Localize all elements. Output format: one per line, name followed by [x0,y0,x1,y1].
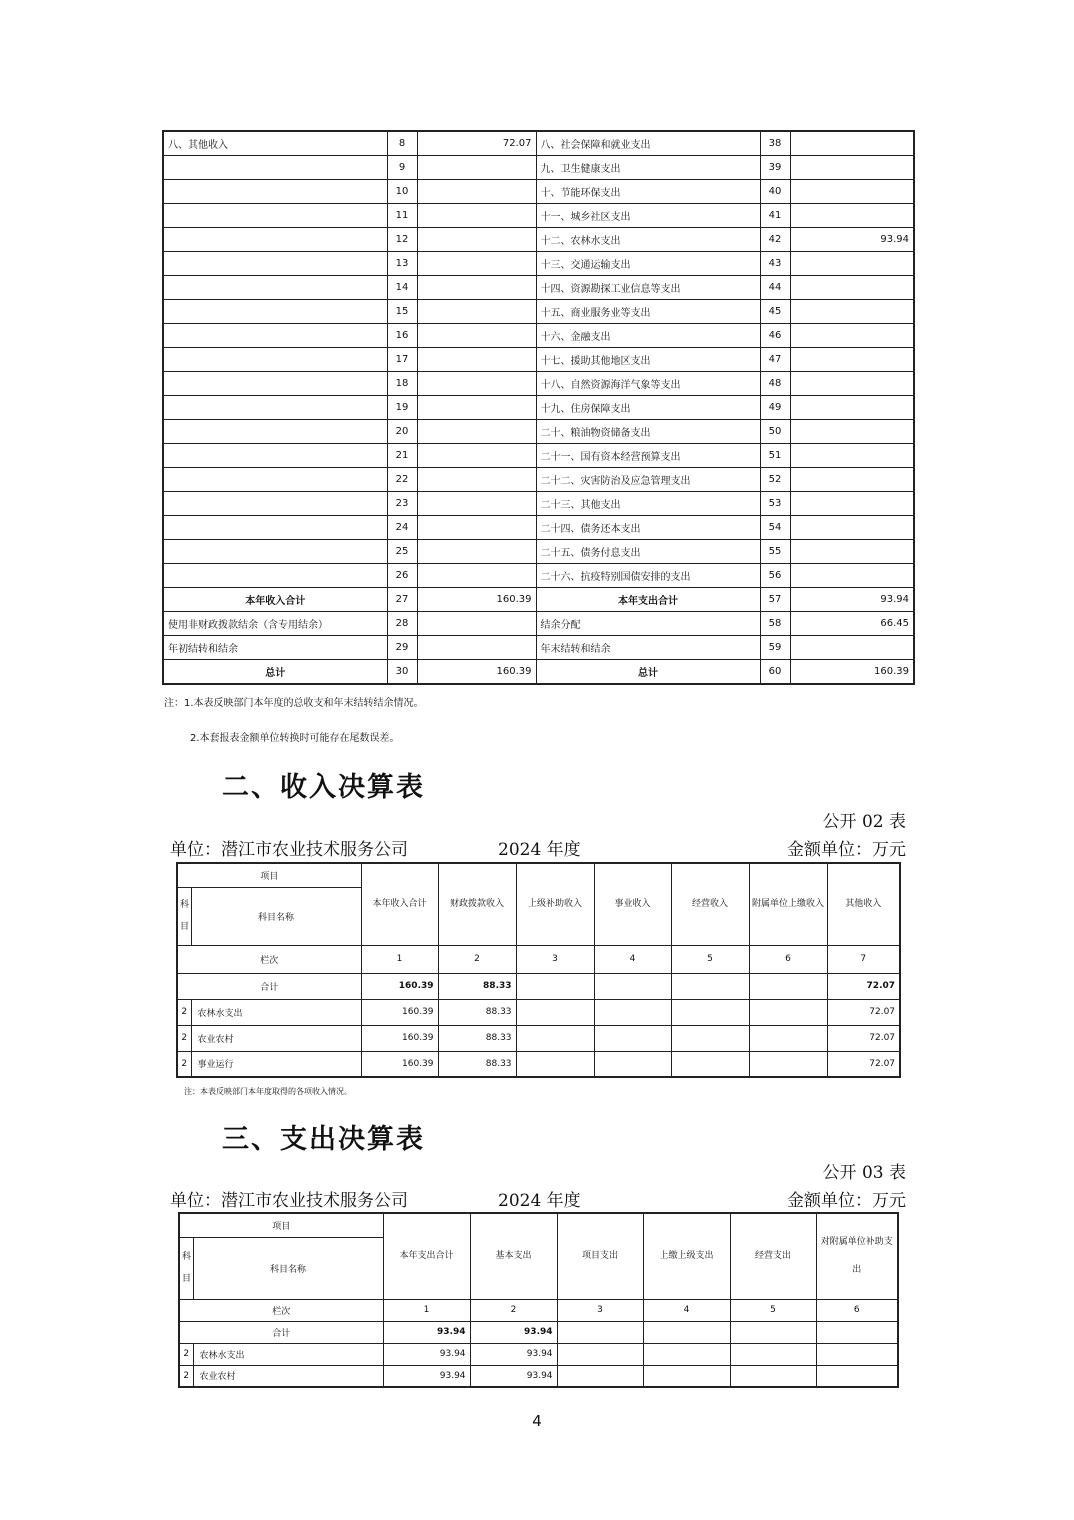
expense-value-cell: 93.94 [470,1343,557,1365]
income-colidx: 2 [438,945,516,973]
left-amount-cell: 160.39 [417,660,536,685]
income-col-header: 事业收入 [594,863,671,945]
right-no-cell: 55 [760,540,790,564]
summary-row [163,564,914,588]
expense-currency: 金额单位：万元 [787,1191,906,1211]
expense-colidx: 4 [643,1299,730,1321]
expense-value-cell [557,1343,643,1365]
right-label-cell: 九、卫生健康支出 [536,156,760,180]
page-number: 4 [532,1412,542,1430]
expense-colidx: 3 [557,1299,643,1321]
left-amount-cell [417,180,536,204]
left-amount-cell [417,396,536,420]
left-label-cell [163,180,387,204]
left-label-cell [163,444,387,468]
summary-row [163,348,914,372]
expense-hdr-name: 科目名称 [193,1237,383,1299]
income-code-cell: 2 [177,999,191,1025]
income-code-cell: 2 [177,1025,191,1051]
right-label-cell: 结余分配 [536,612,760,636]
right-no-cell: 54 [760,516,790,540]
right-amount-cell [790,396,914,420]
left-label-cell: 总计 [163,660,387,685]
summary-row [163,540,914,564]
right-label-cell: 二十一、国有资本经营预算支出 [536,444,760,468]
left-amount-cell [417,276,536,300]
income-total-cell [594,973,671,999]
right-amount-cell [790,468,914,492]
expense-unit: 单位：潜江市农业技术服务公司 [170,1191,408,1211]
expense-value-cell [643,1365,730,1387]
expense-form-no: 公开 03 表 [822,1163,906,1183]
right-label-cell: 十六、金融支出 [536,324,760,348]
income-unit: 单位：潜江市农业技术服务公司 [170,840,408,860]
left-no-cell: 11 [387,204,417,228]
expense-total-cell [643,1321,730,1343]
left-no-cell: 8 [387,131,417,156]
income-value-cell [516,1051,594,1077]
expense-row [179,1343,898,1365]
income-colidx-label: 栏次 [177,945,361,973]
right-no-cell: 48 [760,372,790,396]
left-no-cell: 30 [387,660,417,685]
right-label-cell: 十五、商业服务业等支出 [536,300,760,324]
left-label-cell [163,276,387,300]
expense-table [178,1212,899,1388]
right-amount-cell: 160.39 [790,660,914,685]
income-value-cell: 88.33 [438,999,516,1025]
summary-table [162,130,915,685]
right-no-cell: 53 [760,492,790,516]
income-row [177,1051,900,1077]
left-amount-cell [417,444,536,468]
right-no-cell: 38 [760,131,790,156]
expense-colidx: 1 [383,1299,470,1321]
right-label-cell: 十、节能环保支出 [536,180,760,204]
income-value-cell [671,1051,749,1077]
expense-total-cell [557,1321,643,1343]
income-value-cell: 72.07 [827,1025,900,1051]
right-amount-cell [790,252,914,276]
left-no-cell: 14 [387,276,417,300]
expense-value-cell: 93.94 [383,1365,470,1387]
right-label-cell: 十七、援助其他地区支出 [536,348,760,372]
income-name-cell: 事业运行 [191,1051,361,1077]
expense-value-cell [557,1365,643,1387]
right-label-cell: 二十四、债务还本支出 [536,516,760,540]
right-amount-cell [790,131,914,156]
income-value-cell [671,1025,749,1051]
expense-hdr-code: 科目 [179,1237,193,1299]
expense-total-cell: 93.94 [383,1321,470,1343]
income-value-cell [671,999,749,1025]
right-amount-cell [790,300,914,324]
left-label-cell [163,228,387,252]
expense-total-cell [816,1321,898,1343]
income-table [176,862,901,1078]
right-no-cell: 50 [760,420,790,444]
left-amount-cell [417,252,536,276]
summary-row [163,372,914,396]
left-no-cell: 19 [387,396,417,420]
income-total-cell: 160.39 [361,973,438,999]
right-amount-cell [790,348,914,372]
left-amount-cell [417,204,536,228]
expense-col-header: 基本支出 [470,1213,557,1299]
income-form-no: 公开 02 表 [822,812,906,832]
right-amount-cell: 93.94 [790,588,914,612]
expense-hdr-project: 项目 [179,1213,383,1237]
income-note: 注：本表反映部门本年度取得的各项收入情况。 [184,1087,352,1096]
income-colidx: 6 [749,945,827,973]
right-no-cell: 43 [760,252,790,276]
left-no-cell: 27 [387,588,417,612]
income-value-cell [749,1051,827,1077]
right-label-cell: 二十二、灾害防治及应急管理支出 [536,468,760,492]
left-no-cell: 23 [387,492,417,516]
right-no-cell: 47 [760,348,790,372]
right-no-cell: 60 [760,660,790,685]
right-amount-cell [790,636,914,660]
expense-total-label: 合计 [179,1321,383,1343]
right-no-cell: 45 [760,300,790,324]
left-no-cell: 12 [387,228,417,252]
summary-row [163,324,914,348]
summary-row [163,204,914,228]
left-no-cell: 20 [387,420,417,444]
expense-colidx-label: 栏次 [179,1299,383,1321]
summary-row [163,252,914,276]
expense-total-cell: 93.94 [470,1321,557,1343]
left-no-cell: 29 [387,636,417,660]
right-no-cell: 59 [760,636,790,660]
income-colidx: 1 [361,945,438,973]
right-no-cell: 44 [760,276,790,300]
left-label-cell: 本年收入合计 [163,588,387,612]
left-label-cell [163,396,387,420]
right-no-cell: 51 [760,444,790,468]
right-no-cell: 58 [760,612,790,636]
income-value-cell [516,1025,594,1051]
left-label-cell [163,348,387,372]
right-label-cell: 十八、自然资源海洋气象等支出 [536,372,760,396]
right-no-cell: 52 [760,468,790,492]
income-total-cell: 88.33 [438,973,516,999]
left-no-cell: 26 [387,564,417,588]
right-label-cell: 二十三、其他支出 [536,492,760,516]
right-label-cell: 八、社会保障和就业支出 [536,131,760,156]
income-colidx: 4 [594,945,671,973]
summary-row [163,131,914,156]
left-amount-cell [417,516,536,540]
right-label-cell: 总计 [536,660,760,685]
income-name-cell: 农林水支出 [191,999,361,1025]
left-no-cell: 24 [387,516,417,540]
right-amount-cell [790,372,914,396]
left-amount-cell [417,612,536,636]
summary-row [163,636,914,660]
left-no-cell: 22 [387,468,417,492]
income-value-cell: 160.39 [361,999,438,1025]
left-no-cell: 9 [387,156,417,180]
left-amount-cell [417,540,536,564]
expense-col-header: 对附属单位补助支出 [816,1213,898,1299]
right-label-cell: 十四、资源勘探工业信息等支出 [536,276,760,300]
expense-value-cell [730,1365,816,1387]
expense-value-cell: 93.94 [383,1343,470,1365]
right-label-cell: 十九、住房保障支出 [536,396,760,420]
left-amount-cell [417,324,536,348]
income-row [177,999,900,1025]
left-label-cell [163,564,387,588]
right-label-cell: 年末结转和结余 [536,636,760,660]
left-amount-cell [417,564,536,588]
left-no-cell: 25 [387,540,417,564]
left-no-cell: 17 [387,348,417,372]
income-value-cell [516,999,594,1025]
left-label-cell [163,156,387,180]
right-amount-cell [790,492,914,516]
summary-row [163,156,914,180]
income-hdr-project: 项目 [177,863,361,887]
income-value-cell [594,1025,671,1051]
income-value-cell: 72.07 [827,1051,900,1077]
income-value-cell: 72.07 [827,999,900,1025]
expense-col-header: 经营支出 [730,1213,816,1299]
left-label-cell: 八、其他收入 [163,131,387,156]
left-no-cell: 28 [387,612,417,636]
right-label-cell: 二十五、债务付息支出 [536,540,760,564]
income-value-cell: 88.33 [438,1025,516,1051]
income-total-cell [749,973,827,999]
income-value-cell [749,1025,827,1051]
left-label-cell [163,372,387,396]
income-col-header: 上级补助收入 [516,863,594,945]
left-amount-cell: 160.39 [417,588,536,612]
left-amount-cell [417,228,536,252]
expense-colidx: 6 [816,1299,898,1321]
summary-row [163,612,914,636]
right-amount-cell [790,420,914,444]
right-amount-cell [790,180,914,204]
expense-value-cell [730,1343,816,1365]
summary-note-1: 注：1.本表反映部门本年度的总收支和年末结转结余情况。 [164,698,424,709]
right-amount-cell [790,444,914,468]
left-amount-cell: 72.07 [417,131,536,156]
expense-year: 2024 年度 [498,1191,581,1211]
summary-note-2: 2.本套报表金额单位转换时可能存在尾数误差。 [190,733,400,744]
right-amount-cell [790,156,914,180]
expense-name-cell: 农业农村 [193,1365,383,1387]
expense-heading: 三、支出决算表 [222,1124,425,1155]
left-label-cell [163,252,387,276]
right-no-cell: 39 [760,156,790,180]
income-value-cell [594,1051,671,1077]
expense-value-cell [816,1343,898,1365]
left-amount-cell [417,156,536,180]
income-heading: 二、收入决算表 [222,772,425,803]
income-row [177,1025,900,1051]
income-total-cell [516,973,594,999]
right-no-cell: 41 [760,204,790,228]
expense-value-cell [643,1343,730,1365]
income-colidx: 5 [671,945,749,973]
summary-row [163,660,914,685]
expense-value-cell [816,1365,898,1387]
left-amount-cell [417,468,536,492]
income-col-header: 经营收入 [671,863,749,945]
summary-row [163,444,914,468]
summary-row [163,276,914,300]
left-no-cell: 21 [387,444,417,468]
income-value-cell [749,999,827,1025]
income-value-cell: 88.33 [438,1051,516,1077]
expense-code-cell: 2 [179,1343,193,1365]
summary-row [163,180,914,204]
left-amount-cell [417,300,536,324]
right-amount-cell [790,324,914,348]
expense-row [179,1365,898,1387]
expense-colidx: 5 [730,1299,816,1321]
left-label-cell [163,204,387,228]
left-no-cell: 13 [387,252,417,276]
left-no-cell: 15 [387,300,417,324]
summary-row [163,300,914,324]
right-amount-cell: 66.45 [790,612,914,636]
expense-col-header: 上缴上级支出 [643,1213,730,1299]
right-no-cell: 49 [760,396,790,420]
right-label-cell: 十三、交通运输支出 [536,252,760,276]
income-total-cell [671,973,749,999]
left-label-cell [163,420,387,444]
summary-row [163,228,914,252]
right-amount-cell [790,276,914,300]
right-no-cell: 56 [760,564,790,588]
left-label-cell [163,468,387,492]
income-value-cell: 160.39 [361,1025,438,1051]
income-hdr-name: 科目名称 [191,887,361,945]
income-value-cell [594,999,671,1025]
left-label-cell [163,516,387,540]
left-label-cell [163,540,387,564]
income-value-cell: 160.39 [361,1051,438,1077]
right-amount-cell [790,516,914,540]
expense-total-cell [730,1321,816,1343]
right-amount-cell [790,564,914,588]
left-no-cell: 16 [387,324,417,348]
income-code-cell: 2 [177,1051,191,1077]
left-amount-cell [417,636,536,660]
income-colidx: 3 [516,945,594,973]
income-col-header: 其他收入 [827,863,900,945]
summary-row [163,516,914,540]
income-col-header: 本年收入合计 [361,863,438,945]
expense-value-cell: 93.94 [470,1365,557,1387]
expense-colidx: 2 [470,1299,557,1321]
right-amount-cell: 93.94 [790,228,914,252]
income-col-header: 附属单位上缴收入 [749,863,827,945]
left-no-cell: 18 [387,372,417,396]
right-no-cell: 57 [760,588,790,612]
income-total-label: 合计 [177,973,361,999]
summary-row [163,468,914,492]
income-colidx: 7 [827,945,900,973]
income-name-cell: 农业农村 [191,1025,361,1051]
summary-row [163,396,914,420]
right-amount-cell [790,540,914,564]
income-currency: 金额单位：万元 [787,840,906,860]
right-label-cell: 二十六、抗疫特别国债安排的支出 [536,564,760,588]
left-label-cell: 年初结转和结余 [163,636,387,660]
income-hdr-code: 科目 [177,887,191,945]
income-year: 2024 年度 [498,840,581,860]
right-no-cell: 40 [760,180,790,204]
right-no-cell: 46 [760,324,790,348]
left-amount-cell [417,492,536,516]
expense-col-header: 项目支出 [557,1213,643,1299]
right-label-cell: 二十、粮油物资储备支出 [536,420,760,444]
income-col-header: 财政拨款收入 [438,863,516,945]
left-label-cell [163,492,387,516]
left-amount-cell [417,372,536,396]
summary-row [163,420,914,444]
left-no-cell: 10 [387,180,417,204]
right-no-cell: 42 [760,228,790,252]
left-label-cell [163,300,387,324]
income-total-cell: 72.07 [827,973,900,999]
right-amount-cell [790,204,914,228]
summary-row [163,588,914,612]
expense-col-header: 本年支出合计 [383,1213,470,1299]
right-label-cell: 本年支出合计 [536,588,760,612]
right-label-cell: 十二、农林水支出 [536,228,760,252]
expense-code-cell: 2 [179,1365,193,1387]
summary-row [163,492,914,516]
right-label-cell: 十一、城乡社区支出 [536,204,760,228]
left-label-cell: 使用非财政拨款结余（含专用结余） [163,612,387,636]
left-amount-cell [417,348,536,372]
expense-name-cell: 农林水支出 [193,1343,383,1365]
left-amount-cell [417,420,536,444]
left-label-cell [163,324,387,348]
